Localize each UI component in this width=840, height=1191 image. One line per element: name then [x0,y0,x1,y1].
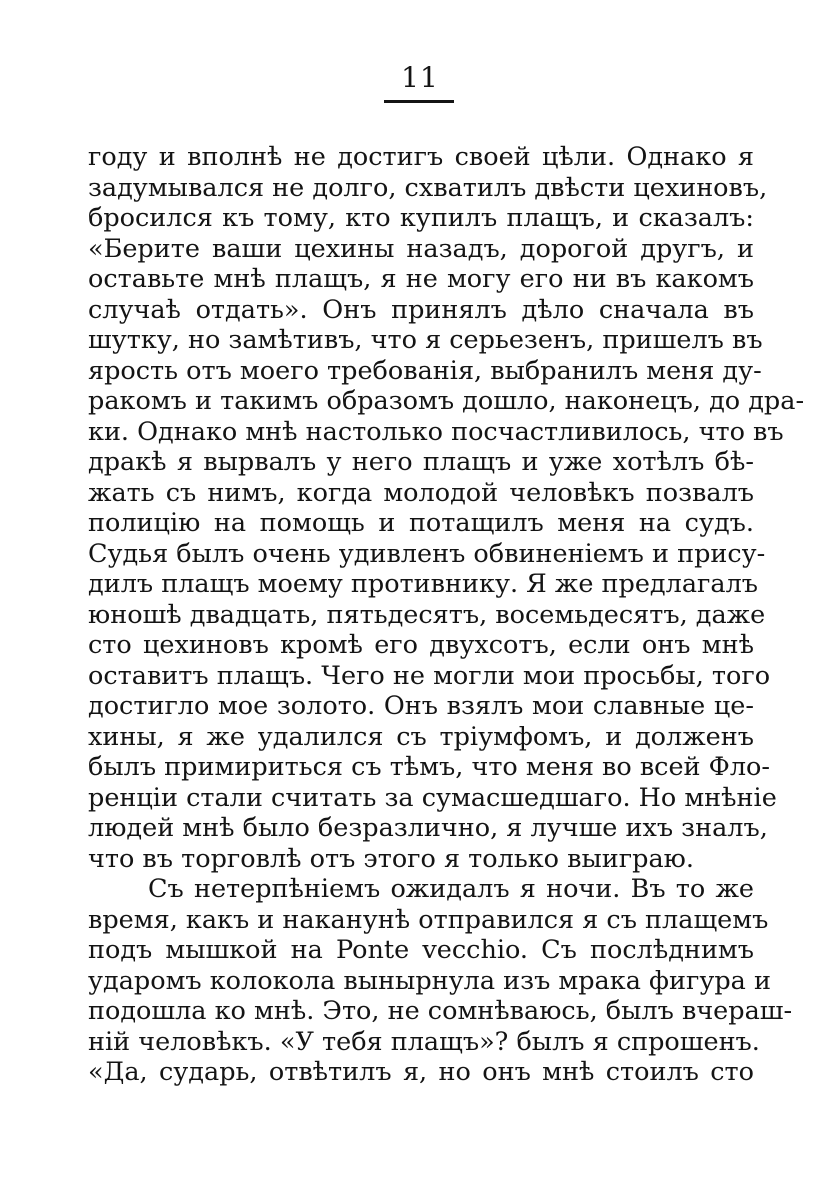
paragraph [88,874,793,1088]
text-line: ренціи стали считать за сумасшедшаго. Но мнѣніе [88,782,777,813]
text-line: Судья былъ очень удивленъ обвиненіемъ и прису- [88,538,766,569]
text-line: «Да, сударь, отвѣтилъ я, но онъ мнѣ стоилъ сто [88,1057,754,1087]
text-line: юношѣ двадцать, пятьдесятъ, восемьдесятъ, даже [88,599,766,630]
text-line: жать съ нимъ, когда молодой человѣкъ позвалъ [88,477,754,508]
text-line: людей мнѣ было безразлично, я лучше ихъ зналъ, [88,813,768,843]
text-line: «Берите ваши цехины назадъ, дорогой другъ, и [88,233,754,264]
text-line: задумывался не долго, схватилъ двѣсти цехиновъ, [88,172,768,203]
text-line: ударомъ колокола вынырнула изъ мрака фигура и [88,965,771,996]
text-line: что въ торговлѣ отъ этого я только выиграю. [88,843,694,874]
text-line: ярость отъ моего требованія, выбранилъ меня ду- [88,355,762,386]
text-line: подошла ко мнѣ. Это, не сомнѣваюсь, былъ вчераш- [88,996,793,1026]
text-line: году и вполнѣ не достигъ своей цѣли. Однако я [88,142,754,172]
paragraph [88,142,805,874]
page-number-rule [384,100,454,103]
body-text [88,142,805,1088]
text-line: случаѣ отдать». Онъ принялъ дѣло сначала въ [88,294,754,325]
text-line: время, какъ и наканунѣ отправился я съ плащемъ [88,904,769,935]
text-line: дилъ плащъ моему противнику. Я же предлагалъ [88,569,759,599]
text-line: былъ примириться съ тѣмъ, что меня во всей Фло- [88,752,770,782]
text-line: достигло мое золото. Онъ взялъ мои славные це- [88,691,754,721]
text-line: оставьте мнѣ плащъ, я не могу его ни въ какомъ [88,264,754,294]
text-line: Съ нетерпѣніемъ ожидалъ я ночи. Въ то же [148,874,754,904]
text-line: шутку, но замѣтивъ, что я серьезенъ, пришелъ въ [88,325,763,355]
text-line: ній человѣкъ. «У тебя плащъ»? былъ я спрошенъ. [88,1026,760,1057]
text-line: сто цехиновъ кромѣ его двухсотъ, если онъ мнѣ [88,630,754,660]
text-line: ки. Однако мнѣ настолько посчастливилось, что въ [88,416,784,447]
page-number: 11 [401,61,439,94]
text-line: оставитъ плащъ. Чего не могли мои просьбы, того [88,660,771,691]
text-line: хины, я же удалился съ тріумфомъ, и долженъ [88,721,754,752]
text-line: бросился къ тому, кто купилъ плащъ, и сказалъ: [88,203,754,233]
text-line: ракомъ и такимъ образомъ дошло, наконецъ, до дра- [88,386,805,416]
text-line: дракѣ я вырвалъ у него плащъ и уже хотѣлъ бѣ- [88,447,754,477]
text-line: подъ мышкой на Ponte vecchio. Съ послѣднимъ [88,935,754,965]
text-line: полицію на помощь и потащилъ меня на судъ. [88,508,754,538]
